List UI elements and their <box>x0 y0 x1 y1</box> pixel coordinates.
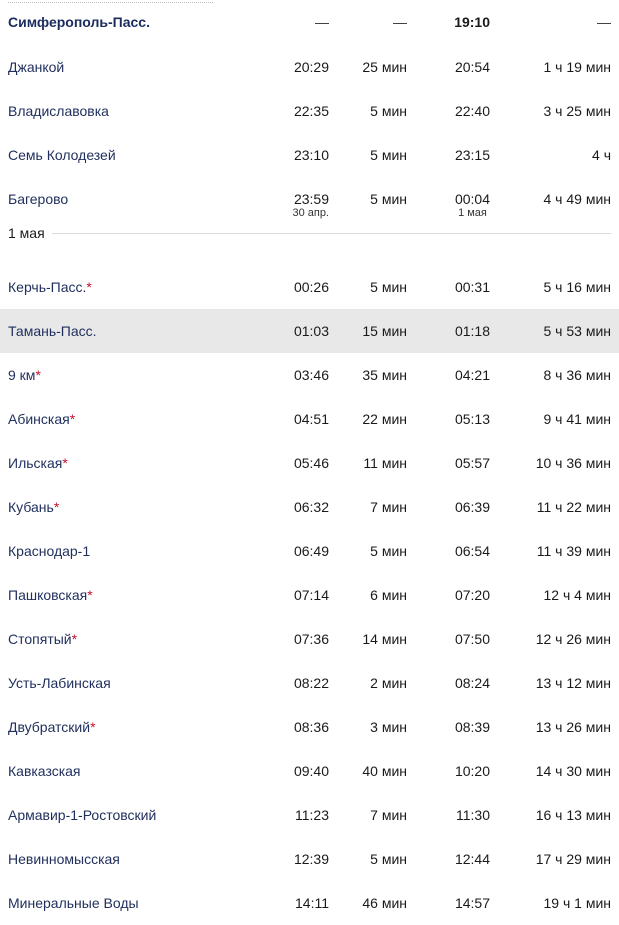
asterisk-mark: * <box>87 587 93 603</box>
departure-time: 01:18 <box>454 323 490 339</box>
table-row[interactable] <box>0 353 619 397</box>
asterisk-mark: * <box>86 279 92 295</box>
arrival-time: 08:22 <box>293 675 329 691</box>
arrival-time: 06:49 <box>293 543 329 559</box>
departure-date: 1 мая <box>458 207 487 219</box>
arrival-time: 06:32 <box>293 499 329 515</box>
arrival-time: 23:10 <box>293 147 329 163</box>
travel-time: 1 ч 19 мин <box>543 59 611 75</box>
station-name-link[interactable]: Пашковская* <box>8 587 93 603</box>
station-name-link[interactable]: Двубратский* <box>8 719 96 735</box>
asterisk-mark: * <box>69 411 76 427</box>
stop-duration: 3 мин <box>370 719 407 735</box>
stop-duration: 5 мин <box>370 851 407 867</box>
departure-time: 07:20 <box>454 587 490 603</box>
asterisk-mark: * <box>62 455 68 471</box>
date-separator-label: 1 мая <box>8 225 45 241</box>
stop-duration: 2 мин <box>370 675 407 691</box>
table-row[interactable] <box>0 89 619 133</box>
table-row[interactable] <box>0 881 619 925</box>
departure-time: 23:15 <box>454 147 490 163</box>
travel-time: 5 ч 53 мин <box>543 323 611 339</box>
departure-time: 06:54 <box>454 543 490 559</box>
stop-duration: 35 мин <box>362 367 407 383</box>
station-name-link[interactable]: Армавир-1-Ростовский <box>8 807 157 823</box>
departure-time: 11:30 <box>456 807 490 823</box>
station-name-link[interactable]: Керчь-Пасс.* <box>8 279 92 295</box>
arrival-time: 00:26 <box>293 279 329 295</box>
stop-duration: 40 мин <box>362 763 407 779</box>
departure-time: 05:13 <box>454 411 490 427</box>
stop-duration: 5 мин <box>370 279 407 295</box>
table-row[interactable] <box>0 837 619 881</box>
arrival-time: 05:46 <box>293 455 329 471</box>
stop-duration: 22 мин <box>362 411 407 427</box>
asterisk-mark: * <box>35 367 41 383</box>
stop-duration: 7 мин <box>370 807 407 823</box>
departure-time: 10:20 <box>454 763 490 779</box>
table-row[interactable] <box>0 45 619 89</box>
arrival-time: 14:11 <box>295 895 329 911</box>
station-name-link[interactable]: Ильская* <box>8 455 68 471</box>
table-row[interactable] <box>0 397 619 441</box>
arrival-time: 22:35 <box>293 103 329 119</box>
station-name-link[interactable]: Багерово <box>8 191 69 207</box>
arrival-time: 23:59 30 апр. <box>292 191 329 219</box>
table-row[interactable] <box>0 793 619 837</box>
arrival-time: 01:03 <box>293 323 329 339</box>
travel-time: 11 ч 22 мин <box>536 499 611 515</box>
station-name-link[interactable]: Симферополь-Пасс. <box>8 14 150 30</box>
arrival-time: — <box>315 14 329 30</box>
travel-time: 13 ч 26 мин <box>535 719 611 735</box>
table-row[interactable] <box>0 617 619 661</box>
table-row[interactable] <box>0 573 619 617</box>
travel-time: 16 ч 13 мин <box>535 807 611 823</box>
departure-time: 00:31 <box>454 279 490 295</box>
table-row[interactable] <box>0 0 619 45</box>
travel-time: 13 ч 12 мин <box>535 675 611 691</box>
station-name-link[interactable]: Минеральные Воды <box>8 895 139 911</box>
asterisk-mark: * <box>53 499 60 515</box>
table-row[interactable] <box>0 485 619 529</box>
table-row[interactable] <box>0 133 619 177</box>
station-name-link[interactable]: Кавказская <box>8 763 81 779</box>
station-name-link[interactable]: Усть-Лабинская <box>8 675 111 691</box>
departure-time: 20:54 <box>454 59 490 75</box>
asterisk-mark: * <box>71 631 78 647</box>
table-row[interactable] <box>0 309 619 353</box>
station-name-link[interactable]: Кубань* <box>8 499 60 515</box>
station-name-link[interactable]: 9 км* <box>8 367 41 383</box>
table-row[interactable] <box>0 441 619 485</box>
departure-time: 19:10 <box>454 14 490 30</box>
departure-time: 12:44 <box>454 851 490 867</box>
travel-time: 12 ч 26 мин <box>535 631 611 647</box>
arrival-time: 07:36 <box>293 631 329 647</box>
stop-duration: 11 мин <box>363 455 407 471</box>
stop-duration: 7 мин <box>370 499 407 515</box>
departure-time: 00:04 1 мая <box>454 191 490 219</box>
travel-time: 4 ч 49 мин <box>543 191 611 207</box>
departure-time: 06:39 <box>454 499 490 515</box>
station-name-link[interactable]: Тамань-Пасс. <box>8 323 97 339</box>
travel-time: 4 ч <box>592 147 611 163</box>
table-row[interactable] <box>0 749 619 793</box>
departure-time: 08:24 <box>454 675 490 691</box>
departure-time: 14:57 <box>454 895 490 911</box>
station-name-link[interactable]: Владиславовка <box>8 103 109 119</box>
travel-time: 10 ч 36 мин <box>535 455 611 471</box>
arrival-time: 09:40 <box>293 763 329 779</box>
table-row[interactable] <box>0 661 619 705</box>
arrival-time: 12:39 <box>293 851 329 867</box>
departure-time: 08:39 <box>454 719 490 735</box>
station-name-link[interactable]: Стопятый* <box>8 631 78 647</box>
arrival-time: 20:29 <box>293 59 329 75</box>
asterisk-mark: * <box>90 719 96 735</box>
table-body <box>0 265 619 925</box>
travel-time: 3 ч 25 мин <box>543 103 611 119</box>
travel-time: 9 ч 41 мин <box>543 411 611 427</box>
travel-time: 11 ч 39 мин <box>536 543 611 559</box>
travel-time: 17 ч 29 мин <box>535 851 611 867</box>
station-name-link[interactable]: Семь Колодезей <box>8 147 116 163</box>
departure-time: 22:40 <box>454 103 490 119</box>
arrival-time: 03:46 <box>293 367 329 383</box>
stop-duration: 6 мин <box>370 587 407 603</box>
arrival-time: 08:36 <box>293 719 329 735</box>
station-name-link[interactable]: Джанкой <box>8 59 65 75</box>
date-separator <box>0 221 619 265</box>
travel-time: 12 ч 4 мин <box>543 587 611 603</box>
station-name-link[interactable]: Невинномысская <box>8 851 120 867</box>
stop-duration: 14 мин <box>362 631 407 647</box>
departure-time: 05:57 <box>454 455 490 471</box>
departure-time: 04:21 <box>454 367 490 383</box>
station-name-link[interactable]: Абинская* <box>8 411 76 427</box>
divider <box>52 233 611 234</box>
travel-time: 19 ч 1 мин <box>543 895 611 911</box>
table-row[interactable] <box>0 705 619 749</box>
travel-time: 14 ч 30 мин <box>535 763 611 779</box>
departure-time: 07:50 <box>454 631 490 647</box>
travel-time: 5 ч 16 мин <box>543 279 611 295</box>
travel-time: — <box>597 14 611 30</box>
station-name-link[interactable]: Краснодар-1 <box>8 543 91 559</box>
table-row[interactable] <box>0 177 619 221</box>
stop-duration: — <box>393 14 407 30</box>
stop-duration: 25 мин <box>362 59 407 75</box>
stop-duration: 5 мин <box>370 103 407 119</box>
arrival-time: 04:51 <box>293 411 329 427</box>
stop-duration: 5 мин <box>370 191 407 207</box>
stop-duration: 5 мин <box>370 543 407 559</box>
arrival-time: 11:23 <box>295 807 329 823</box>
stop-duration: 46 мин <box>362 895 407 911</box>
table-row[interactable] <box>0 529 619 573</box>
arrival-date: 30 апр. <box>292 207 329 219</box>
travel-time: 8 ч 36 мин <box>543 367 611 383</box>
arrival-time: 07:14 <box>293 587 329 603</box>
stop-duration: 5 мин <box>370 147 407 163</box>
stop-duration: 15 мин <box>362 323 407 339</box>
table-row[interactable] <box>0 265 619 309</box>
